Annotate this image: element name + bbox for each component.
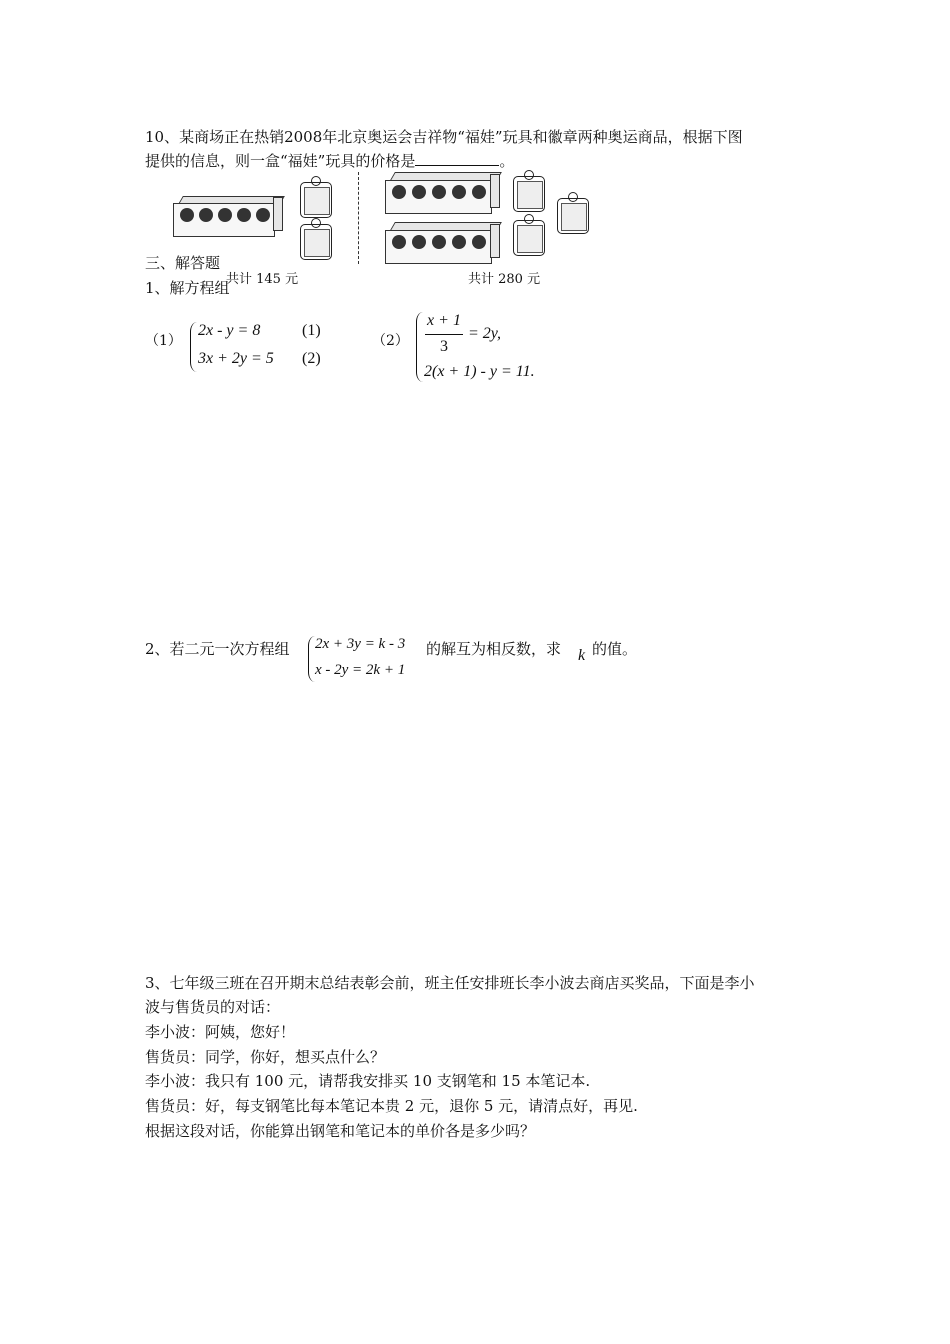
- q3-line: 李小波：阿姨，您好！: [145, 1023, 296, 1041]
- q10-line2-text: 提供的信息，则一盒“福娃”玩具的价格是: [145, 152, 416, 170]
- fuwa-doll-icon: [412, 185, 426, 199]
- q1-part1-eq1: 2x - y = 8: [198, 322, 261, 339]
- fuwa-doll-icon: [256, 208, 270, 222]
- q3-line: 李小波：我只有 100 元，请帮我安排买 10 支钢笔和 15 本笔记本.: [145, 1072, 591, 1090]
- q2-eq1: 2x + 3y = k - 3: [315, 636, 406, 652]
- toy-box-side: [490, 174, 500, 208]
- toy-box-side: [490, 224, 500, 258]
- section-title: 三、解答题: [145, 254, 221, 272]
- fuwa-doll-icon: [392, 235, 406, 249]
- q1-part1-eq2-tag: (2): [302, 350, 321, 367]
- q1-title: 1、解方程组: [145, 279, 230, 297]
- toy-box-side: [273, 197, 283, 231]
- q10-line1: 10、某商场正在热销2008年北京奥运会吉祥物“福娃”玩具和徽章两种奥运商品，根据下图: [145, 128, 743, 146]
- fraction-numerator: x + 1: [427, 312, 461, 329]
- q10-line2: [145, 150, 514, 172]
- brace-icon: [416, 312, 423, 382]
- fuwa-doll-icon: [392, 185, 406, 199]
- caption-right: 共计 280 元: [468, 272, 541, 287]
- q3-line: 3、七年级三班在召开期末总结表彰会前，班主任安排班长李小波去商店买奖品，下面是李小: [145, 974, 755, 992]
- fuwa-doll-icon: [199, 208, 213, 222]
- olympic-badge-icon: [300, 224, 332, 260]
- q3-line: 售货员：同学，你好，想买点什么？: [145, 1048, 386, 1066]
- fuwa-doll-icon: [452, 185, 466, 199]
- fuwa-doll-icon: [180, 208, 194, 222]
- caption-left: 共计 145 元: [226, 272, 299, 287]
- q3-line: 根据这段对话，你能算出钢笔和笔记本的单价各是多少吗？: [145, 1122, 536, 1140]
- q1-part1-eq2: 3x + 2y = 5: [198, 350, 274, 367]
- q3-line: 售货员：好，每支钢笔比每本笔记本贵 2 元，退你 5 元，请清点好，再见.: [145, 1097, 638, 1115]
- fuwa-doll-icon: [237, 208, 251, 222]
- olympic-badge-icon: [300, 182, 332, 218]
- brace-icon: [308, 636, 315, 682]
- q1-part1-eq1-tag: (1): [302, 322, 321, 339]
- q2-prefix: 2、若二元一次方程组: [145, 640, 290, 658]
- olympic-badge-icon: [557, 198, 589, 234]
- fuwa-doll-icon: [472, 235, 486, 249]
- q3-line: 波与售货员的对话：: [145, 998, 281, 1016]
- fuwa-doll-icon: [432, 235, 446, 249]
- fuwa-doll-icon: [452, 235, 466, 249]
- q1-part2-label: （2）: [372, 333, 409, 349]
- answer-blank[interactable]: [415, 151, 499, 166]
- fuwa-doll-icon: [472, 185, 486, 199]
- q2-var: k: [578, 647, 586, 664]
- q2-eq2: x - 2y = 2k + 1: [315, 662, 406, 678]
- brace-icon: [190, 322, 197, 372]
- fuwa-doll-icon: [218, 208, 232, 222]
- q2-mid: 的解互为相反数，求: [426, 640, 562, 658]
- q1-part2-eq2: 2(x + 1) - y = 11.: [424, 363, 535, 380]
- q10-line2-end: 。: [499, 152, 515, 170]
- q1-part1-label: （1）: [145, 333, 182, 349]
- fraction-denominator: 3: [440, 338, 448, 355]
- fuwa-doll-icon: [432, 185, 446, 199]
- q2-suffix: 的值。: [592, 640, 638, 658]
- fuwa-doll-icon: [412, 235, 426, 249]
- olympic-badge-icon: [513, 220, 545, 256]
- q1-part2-eq1-rhs: = 2y,: [468, 325, 502, 342]
- olympic-badge-icon: [513, 176, 545, 212]
- divider-dashed: [358, 172, 359, 264]
- fraction-bar: [425, 334, 463, 335]
